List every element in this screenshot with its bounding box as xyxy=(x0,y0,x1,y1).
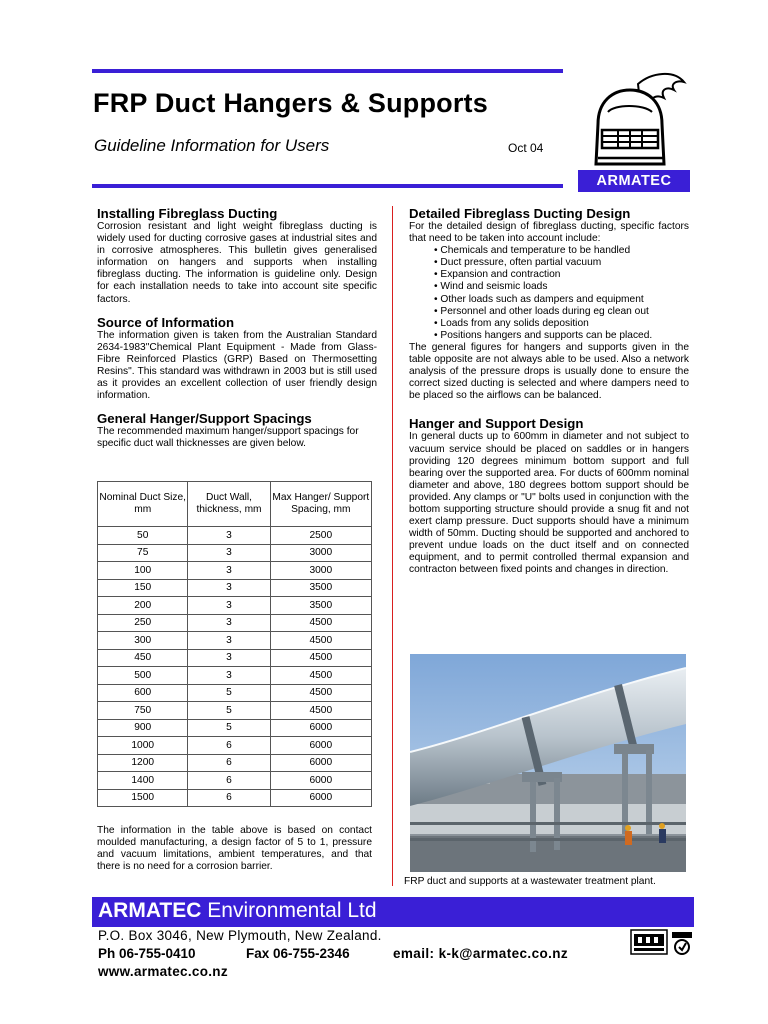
table-cell: 600 xyxy=(98,684,188,702)
table-cell: 1200 xyxy=(98,754,188,772)
knight-helmet-icon xyxy=(578,68,690,170)
left-column xyxy=(97,206,377,450)
table-cell: 5 xyxy=(188,684,270,702)
list-item: • Wind and seismic loads xyxy=(409,281,689,293)
table-cell: 3000 xyxy=(270,562,371,580)
table-row xyxy=(98,754,372,772)
certification-badge-icon xyxy=(630,928,694,958)
section-body-detailed-design: The general figures for hangers and supports given in the table opposite are not always able to be used. Also a network analysis of the pressure drops is usually done to ensure the correct sized ducting is selected and where dampers need to be placed so the airflows can be balanced. xyxy=(409,341,689,402)
list-item: • Duct pressure, often partial vacuum xyxy=(409,257,689,269)
right-column xyxy=(409,206,689,577)
table-cell: 1500 xyxy=(98,789,188,807)
section-heading-installing: Installing Fibreglass Ducting xyxy=(97,206,278,221)
table-cell: 3000 xyxy=(270,544,371,562)
table-cell: 500 xyxy=(98,667,188,685)
section-heading-source: Source of Information xyxy=(97,314,235,330)
table-cell: 4500 xyxy=(270,702,371,720)
design-factor-list xyxy=(409,245,689,342)
table-row xyxy=(98,684,372,702)
email-address[interactable]: email: k-k@armatec.co.nz xyxy=(393,946,569,961)
page-subtitle: Guideline Information for Users xyxy=(94,136,330,155)
table-header-row xyxy=(98,482,372,527)
table-cell: 3500 xyxy=(270,597,371,615)
table-cell: 3 xyxy=(188,597,270,615)
table-row xyxy=(98,527,372,545)
table-cell: 6 xyxy=(188,737,270,755)
phone-number: Ph 06-755-0410 xyxy=(98,946,196,961)
section-intro-detailed-design: For the detailed design of fibreglass ducting, specific factors that need to be taken into account include: xyxy=(409,221,689,245)
list-item: • Loads from any solids deposition xyxy=(409,318,689,330)
table-cell: 5 xyxy=(188,702,270,720)
section-body-hanger-design: In general ducts up to 600mm in diameter and not subject to vacuum service should be placed on saddles or in hangers providing 120 degrees minimum bottom support and full bearing over the supported area. For ducts of 600mm nominal diameter and above, 180 degrees bottom support should be provided. Any clamps or "U" bolts used in conjunction with the bottom supporting structure should provide a snug fit and not exert clamp pressure. Duct supports should have a minimum width of 50mm. Ducting should be supported and anchored to prevent undue loads on the duct itself and on connected equipment, and to permit controlled thermal expansion and contracton between fixed points and changes in direction. xyxy=(409,431,689,576)
table-cell: 6000 xyxy=(270,789,371,807)
page-title: FRP Duct Hangers & Supports xyxy=(93,88,488,118)
table-cell: 6000 xyxy=(270,737,371,755)
table-row xyxy=(98,789,372,807)
table-cell: 150 xyxy=(98,579,188,597)
table-row xyxy=(98,649,372,667)
table-cell: 6000 xyxy=(270,772,371,790)
section-heading-spacings: General Hanger/Support Spacings xyxy=(97,411,312,427)
website-link[interactable]: www.armatec.co.nz xyxy=(98,964,228,979)
table-cell: 300 xyxy=(98,632,188,650)
duct-photo-illustration xyxy=(410,654,686,872)
table-row xyxy=(98,544,372,562)
table-cell: 200 xyxy=(98,597,188,615)
section-body-source: The information given is taken from the Australian Standard 2634-1983"Chemical Plant Equipment - Made from Glass-Fibre Reinforced Plastics (GRP) Based on Thermosetting Resins". This standard was withdrawn in 2003 but is still used as it provides an excellent collection of user friendly design information. xyxy=(97,329,377,402)
table-row xyxy=(98,614,372,632)
table-cell: 6000 xyxy=(270,719,371,737)
table-row xyxy=(98,667,372,685)
table-header-cell: Max Hanger/ Support Spacing, mm xyxy=(270,482,371,527)
table-row xyxy=(98,562,372,580)
table-cell: 50 xyxy=(98,527,188,545)
table-cell: 6 xyxy=(188,754,270,772)
table-header-cell: Nominal Duct Size, mm xyxy=(98,482,188,527)
column-divider xyxy=(392,206,393,886)
company-name xyxy=(98,899,377,923)
table-cell: 4500 xyxy=(270,614,371,632)
table-row xyxy=(98,772,372,790)
table-cell: 4500 xyxy=(270,684,371,702)
table-row xyxy=(98,579,372,597)
table-row xyxy=(98,702,372,720)
table-cell: 3 xyxy=(188,632,270,650)
list-item: • Personnel and other loads during eg clean out xyxy=(409,306,689,318)
table-cell: 4500 xyxy=(270,667,371,685)
table-cell: 1000 xyxy=(98,737,188,755)
table-cell: 4500 xyxy=(270,649,371,667)
section-body-installing: Corrosion resistant and light weight fibreglass ducting is widely used for ducting corrosive gases at industrial sites and in corrosive atmospheres. This bulletin gives generalised information on hangers and supports when installing fibreglass ducting. The information is guideline only. Design for each installation needs to take into account site specific factors. xyxy=(97,221,377,305)
company-name-bold: ARMATEC xyxy=(98,899,202,922)
table-cell: 3 xyxy=(188,562,270,580)
header-bottom-rule xyxy=(92,184,563,188)
table-cell: 100 xyxy=(98,562,188,580)
list-item: • Positions hangers and supports can be placed. xyxy=(409,330,689,342)
table-header-cell: Duct Wall, thickness, mm xyxy=(188,482,270,527)
table-cell: 3500 xyxy=(270,579,371,597)
list-item: • Expansion and contraction xyxy=(409,269,689,281)
table-cell: 3 xyxy=(188,649,270,667)
section-heading-detailed-design: Detailed Fibreglass Ducting Design xyxy=(409,206,631,221)
certification-mark xyxy=(630,928,694,958)
photo-caption: FRP duct and supports at a wastewater treatment plant. xyxy=(404,876,656,887)
company-name-rest: Environmental Ltd xyxy=(201,899,377,922)
table-row xyxy=(98,719,372,737)
table-cell: 6000 xyxy=(270,754,371,772)
table-cell: 1400 xyxy=(98,772,188,790)
spacing-table xyxy=(97,481,372,807)
table-cell: 450 xyxy=(98,649,188,667)
table-cell: 750 xyxy=(98,702,188,720)
table-cell: 75 xyxy=(98,544,188,562)
issue-date: Oct 04 xyxy=(508,141,544,155)
armatec-logo xyxy=(578,68,690,192)
table-cell: 3 xyxy=(188,527,270,545)
fax-number: Fax 06-755-2346 xyxy=(246,946,350,961)
table-row xyxy=(98,737,372,755)
table-cell: 900 xyxy=(98,719,188,737)
table-cell: 5 xyxy=(188,719,270,737)
table-row xyxy=(98,632,372,650)
top-rule xyxy=(92,69,563,73)
table-cell: 2500 xyxy=(270,527,371,545)
table-cell: 3 xyxy=(188,667,270,685)
section-heading-hanger-design: Hanger and Support Design xyxy=(409,416,584,432)
table-cell: 3 xyxy=(188,544,270,562)
table-cell: 3 xyxy=(188,614,270,632)
table-cell: 4500 xyxy=(270,632,371,650)
footer-company-band xyxy=(92,897,694,927)
table-cell: 6 xyxy=(188,789,270,807)
postal-address: P.O. Box 3046, New Plymouth, New Zealand. xyxy=(98,928,382,943)
table-note: The information in the table above is based on contact moulded manufacturing, a design factor of 5 to 1, pressure and vacuum limitations, ambient temperatures, and that there is no need for a corrosion barrier. xyxy=(97,825,372,873)
table-cell: 3 xyxy=(188,579,270,597)
table-cell: 6 xyxy=(188,772,270,790)
duct-photo xyxy=(410,654,686,872)
list-item: • Chemicals and temperature to be handled xyxy=(409,245,689,257)
table-cell: 250 xyxy=(98,614,188,632)
logo-wordmark: ARMATEC xyxy=(578,170,690,192)
list-item: • Other loads such as dampers and equipment xyxy=(409,294,689,306)
section-body-spacings: The recommended maximum hanger/support spacings for specific duct wall thicknesses are given below. xyxy=(97,426,359,450)
table-row xyxy=(98,597,372,615)
